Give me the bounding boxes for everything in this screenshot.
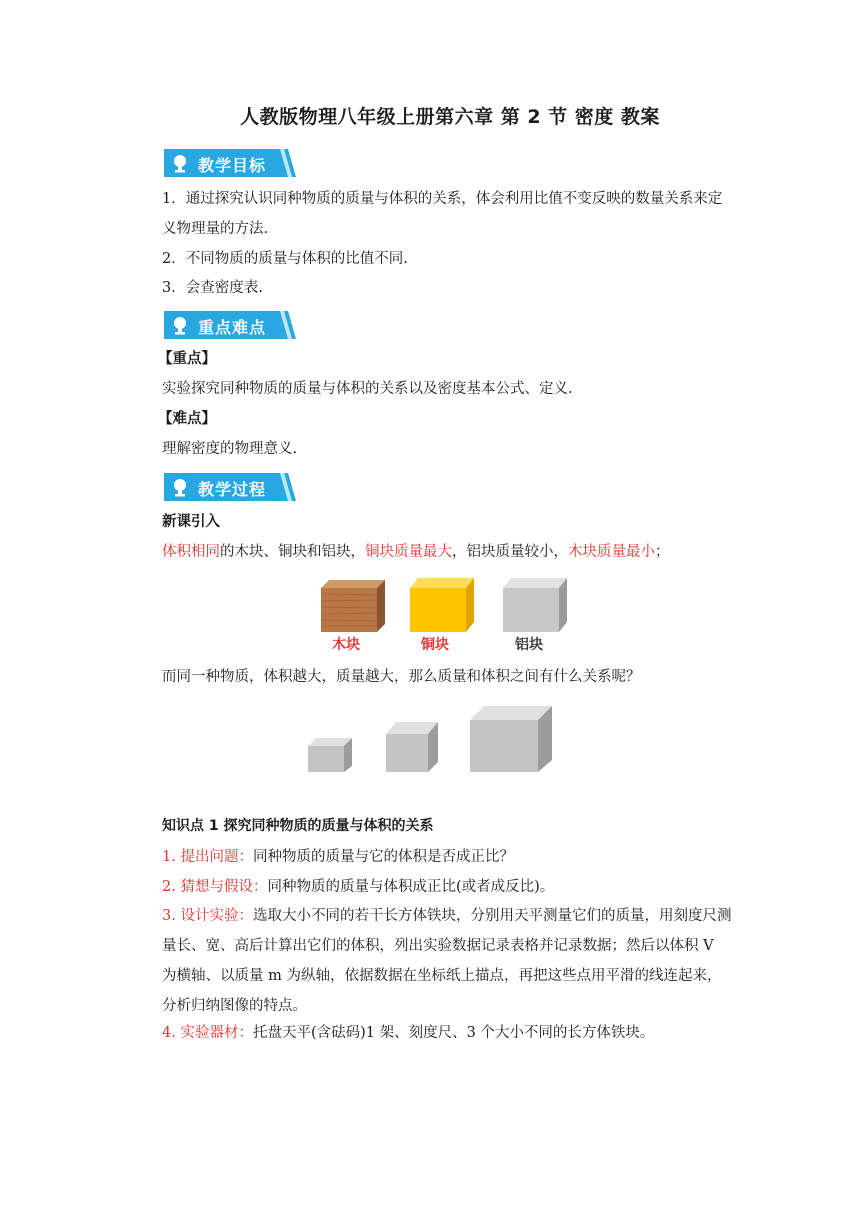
section-tag-key	[162, 309, 296, 341]
kp1-item-4	[162, 1018, 732, 1048]
intro-sentence	[162, 537, 732, 567]
section-tag-process-label: 教学过程	[198, 480, 267, 499]
copper-block	[410, 578, 474, 632]
kp1-item-4-label: 4. 实验器材：	[162, 1025, 253, 1041]
aluminium-block	[503, 578, 567, 632]
focus-text: 实验探究同种物质的质量与体积的关系以及密度基本公式、定义.	[162, 381, 573, 397]
kp1-item-3-label: 3. 设计实验：	[162, 908, 253, 924]
section-tag-key-label: 重点难点	[198, 318, 267, 337]
kp1-item-1-text: 同种物质的质量与它的体积是否成正比？	[252, 849, 514, 865]
size-cubes-figure	[300, 704, 560, 779]
kp1-item-3	[162, 901, 732, 1021]
wood-block	[321, 580, 385, 632]
difficulty-label: 【难点】	[158, 411, 216, 427]
kp1-item-2-label: 2. 猜想与假设：	[162, 879, 268, 895]
page-title: 人教版物理八年级上册第六章 第 2 节 密度 教案	[240, 106, 660, 128]
difficulty-text: 理解密度的物理意义.	[162, 441, 298, 457]
section-tag-goals	[162, 147, 296, 179]
kp1-item-2	[162, 872, 732, 902]
intro-text-1: 的木块、铜块和铝块，	[220, 544, 365, 560]
section-tag-process	[162, 471, 296, 503]
intro-text-2: ，铝块质量较小，	[452, 544, 568, 560]
medium-cube	[386, 722, 438, 772]
goal-3: 3．会查密度表.	[162, 280, 263, 296]
aluminium-block-label: 铝块	[515, 637, 543, 653]
kp1-heading: 知识点 1 探究同种物质的质量与体积的关系	[162, 818, 434, 834]
kp1-item-4-text: 托盘天平(含砝码)1 架、刻度尺、3 个大小不同的长方体铁块。	[252, 1025, 655, 1041]
kp1-item-3-text: 选取大小不同的若干长方体铁块，分别用天平测量它们的质量，用刻度尺测量长、宽、高后计算出它们的体积，列出实验数据记录表格并记录数据；然后以体积 V 为横轴、以质量 m 为纵轴，依据数据在坐标纸上描点，再把这些点用平滑的线连起来，分析归纳图像的特点。	[162, 908, 732, 1014]
copper-block-label: 铜块	[421, 637, 449, 653]
kp1-item-2-text: 同种物质的质量与体积成正比(或者成反比)。	[267, 879, 555, 895]
section-tag-goals-label: 教学目标	[198, 156, 267, 175]
intro-red-3: 木块质量最小	[568, 544, 655, 560]
wood-block-label: 木块	[332, 637, 360, 653]
intro-question: 而同一种物质，体积越大，质量越大，那么质量和体积之间有什么关系呢？	[162, 669, 641, 685]
intro-heading: 新课引入	[162, 514, 220, 530]
goal-1: 1．通过探究认识同种物质的质量与体积的关系，体会利用比值不变反映的数量关系来定义物理量的方法.	[162, 191, 723, 237]
intro-text-3: ；	[655, 544, 670, 560]
kp1-item-1-label: 1. 提出问题：	[162, 849, 253, 865]
three-blocks-figure	[315, 574, 575, 634]
intro-red-1: 体积相同	[162, 544, 220, 560]
goal-2: 2．不同物质的质量与体积的比值不同.	[162, 251, 408, 267]
focus-label: 【重点】	[158, 351, 216, 367]
intro-red-2: 铜块质量最大	[365, 544, 452, 560]
small-cube	[308, 738, 352, 772]
kp1-item-1	[162, 842, 732, 872]
large-cube	[470, 706, 552, 772]
